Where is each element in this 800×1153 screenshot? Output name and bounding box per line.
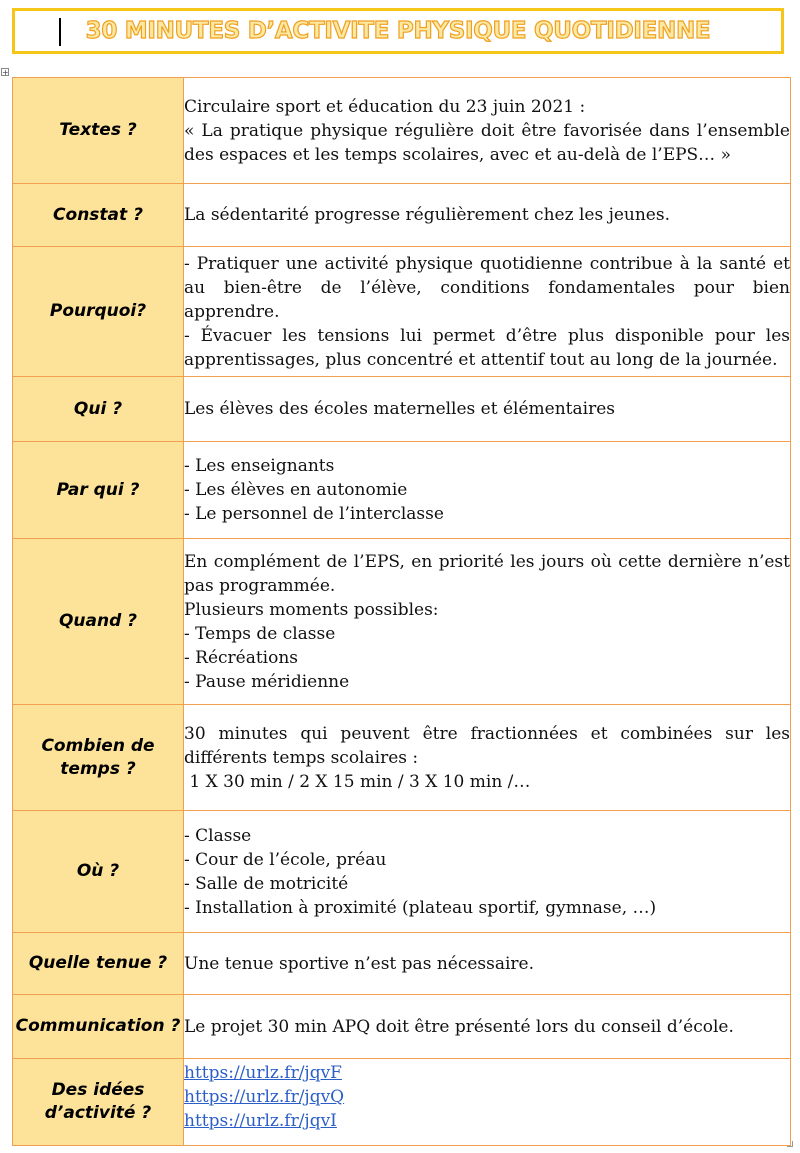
page-title: 30 MINUTES D’ACTIVITE PHYSIQUE QUOTIDIENNE	[85, 18, 711, 44]
content-line: - Classe	[184, 825, 252, 846]
content-line: 1 X 30 min / 2 X 15 min / 3 X 10 min /…	[184, 771, 531, 792]
content-line: - Installation à proximité (plateau sportif, gymnase, …)	[184, 897, 657, 918]
table-row	[13, 442, 791, 539]
row-content-communication	[184, 995, 791, 1059]
table-row	[13, 995, 791, 1059]
info-table	[12, 77, 791, 1146]
row-content-textes	[184, 78, 791, 184]
title-box	[12, 8, 784, 54]
row-content-quand	[184, 539, 791, 705]
row-label-quand: Quand ?	[13, 539, 184, 705]
content-line: - Pause méridienne	[184, 671, 350, 692]
row-label-idees	[13, 1059, 184, 1146]
table-row	[13, 184, 791, 247]
row-content-constat	[184, 184, 791, 247]
content-line: - Récréations	[184, 647, 299, 668]
table-row	[13, 78, 791, 184]
content-line: Une tenue sportive n’est pas nécessaire.	[184, 953, 535, 974]
table-row	[13, 247, 791, 377]
content-line: Circulaire sport et éducation du 23 juin 2021 :	[184, 96, 586, 117]
table-move-handle-icon[interactable]: +	[2, 68, 9, 77]
row-content-tenue	[184, 933, 791, 995]
content-line: - Temps de classe	[184, 623, 336, 644]
table-row	[13, 933, 791, 995]
label-line: Des idées	[51, 1080, 145, 1100]
content-line: En complément de l’EPS, en priorité les jours où cette dernière n’est pas programmée.	[184, 551, 790, 596]
content-line: « La pratique physique régulière doit être favorisée dans l’ensemble des espaces et les temps scolaires, avec et au-delà de l’EPS… »	[184, 120, 790, 165]
row-label-tenue: Quelle tenue ?	[13, 933, 184, 995]
label-line: temps ?	[60, 758, 136, 779]
content-line: Plusieurs moments possibles:	[184, 599, 439, 620]
row-label-textes: Textes ?	[13, 78, 184, 184]
content-line: - Évacuer les tensions lui permet d’être plus disponible pour les apprentissages, plus concentré et attentif tout au long de la journée.	[184, 325, 790, 370]
row-label-qui: Qui ?	[13, 377, 184, 442]
activity-link[interactable]: https://urlz.fr/jqvQ	[184, 1087, 345, 1107]
row-content-combien	[184, 705, 791, 811]
label-line: Combien de	[41, 735, 155, 756]
row-label-constat: Constat ?	[13, 184, 184, 247]
content-line: - Salle de motricité	[184, 873, 349, 894]
page-corner-mark	[787, 1141, 793, 1147]
content-line: - Les élèves en autonomie	[184, 480, 408, 500]
table-row	[13, 1059, 791, 1146]
activity-link[interactable]: https://urlz.fr/jqvI	[184, 1111, 337, 1131]
row-label-communication: Communication ?	[13, 995, 184, 1059]
row-label-ou: Où ?	[13, 811, 184, 933]
content-line: - Les enseignants	[184, 456, 335, 476]
row-content-pourquoi	[184, 247, 791, 377]
table-row	[13, 539, 791, 705]
row-content-par-qui	[184, 442, 791, 539]
row-label-pourquoi: Pourquoi?	[13, 247, 184, 377]
content-line: Le projet 30 min APQ doit être présenté lors du conseil d’école.	[184, 1016, 734, 1037]
content-line: 30 minutes qui peuvent être fractionnées et combinées sur les différents temps scolaires :	[184, 723, 790, 768]
content-line: - Cour de l’école, préau	[184, 849, 387, 870]
content-line: La sédentarité progresse régulièrement chez les jeunes.	[184, 205, 670, 225]
row-content-ou	[184, 811, 791, 933]
activity-link[interactable]: https://urlz.fr/jqvF	[184, 1063, 342, 1083]
table-row	[13, 705, 791, 811]
row-content-idees	[184, 1059, 791, 1146]
content-line: - Le personnel de l’interclasse	[184, 504, 444, 524]
label-line: d’activité ?	[44, 1103, 152, 1123]
row-label-par-qui: Par qui ?	[13, 442, 184, 539]
table-row	[13, 811, 791, 933]
content-line: - Pratiquer une activité physique quotidienne contribue à la santé et au bien-être de l’élève, conditions fondamentales pour bien apprendre.	[184, 253, 790, 322]
content-line: Les élèves des écoles maternelles et élémentaires	[184, 399, 615, 419]
row-label-combien	[13, 705, 184, 811]
table-row	[13, 377, 791, 442]
row-content-qui	[184, 377, 791, 442]
